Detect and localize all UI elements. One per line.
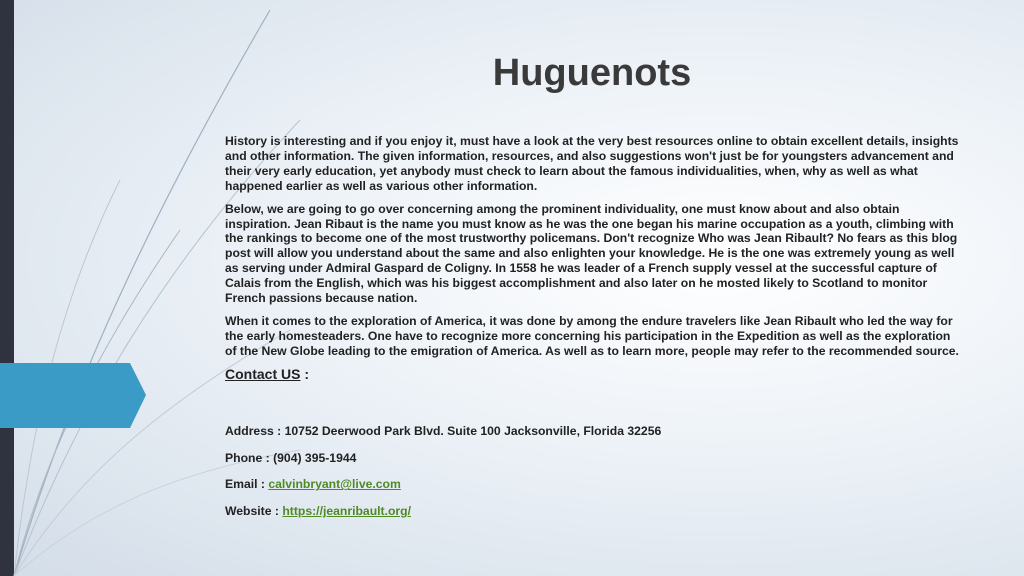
phone-line [225, 451, 960, 466]
contact-info [225, 424, 960, 520]
phone-label: Phone : [225, 450, 274, 465]
website-line [225, 504, 960, 519]
email-link[interactable]: calvinbryant@live.com [268, 477, 401, 492]
email-line [225, 477, 960, 492]
email-label: Email : [225, 477, 269, 492]
website-link[interactable]: https://jeanribault.org/ [282, 504, 411, 519]
address-label: Address : [225, 423, 285, 438]
blue-tab-shape [0, 363, 146, 428]
contact-colon: : [300, 365, 310, 382]
address-line [225, 424, 960, 439]
address-value: 10752 Deerwood Park Blvd. Suite 100 Jacksonville, Florida 32256 [284, 423, 662, 438]
phone-value: (904) 395-1944 [273, 450, 357, 465]
paragraph-intro: History is interesting and if you enjoy it, must have a look at the very best resources online to obtain excellent details, insights and other information. The given information, resources, and also suggestions won't just be for youngsters advancement and their very early education, yet anybody must check to learn about the famous individualities, when, why as well as what happened earlier as well as various other information. [225, 134, 959, 193]
paragraph-ribault: Below, we are going to go over concerning among the prominent individuality, one must know about and also obtain inspiration. Jean Ribaut is the name you must know as he was the one began his marine occupation as a youth, climbing with the rankings to become one of the most trustworthy policemans. Don't recognize Who was Jean Ribault? No fears as this blog post will allow you understand about the same and also enlighten your knowledge. He is the one was extremely young as well as serving under Admiral Gaspard de Coligny. In 1558 he was leader of a French supply vessel at the successful capture of Calais from the English, which was his biggest accomplishment and also later on he mosted likely to Scotland to monitor French passions because nation. [225, 201, 958, 306]
paragraph-america: When it comes to the exploration of America, it was done by among the endure travelers like Jean Ribault who led the way for the early homesteaders. One have to recognize more concerning his participation in the Expedition as well as the exploration of the New Globe leading to the emigration of America. As well as to learn more, people may refer to the recommended source. [225, 313, 959, 358]
page-title: Huguenots [492, 52, 692, 94]
content-body [225, 134, 960, 531]
contact-us-link[interactable]: Contact US [225, 365, 301, 382]
contact-heading [225, 367, 960, 382]
website-label: Website : [225, 504, 283, 519]
